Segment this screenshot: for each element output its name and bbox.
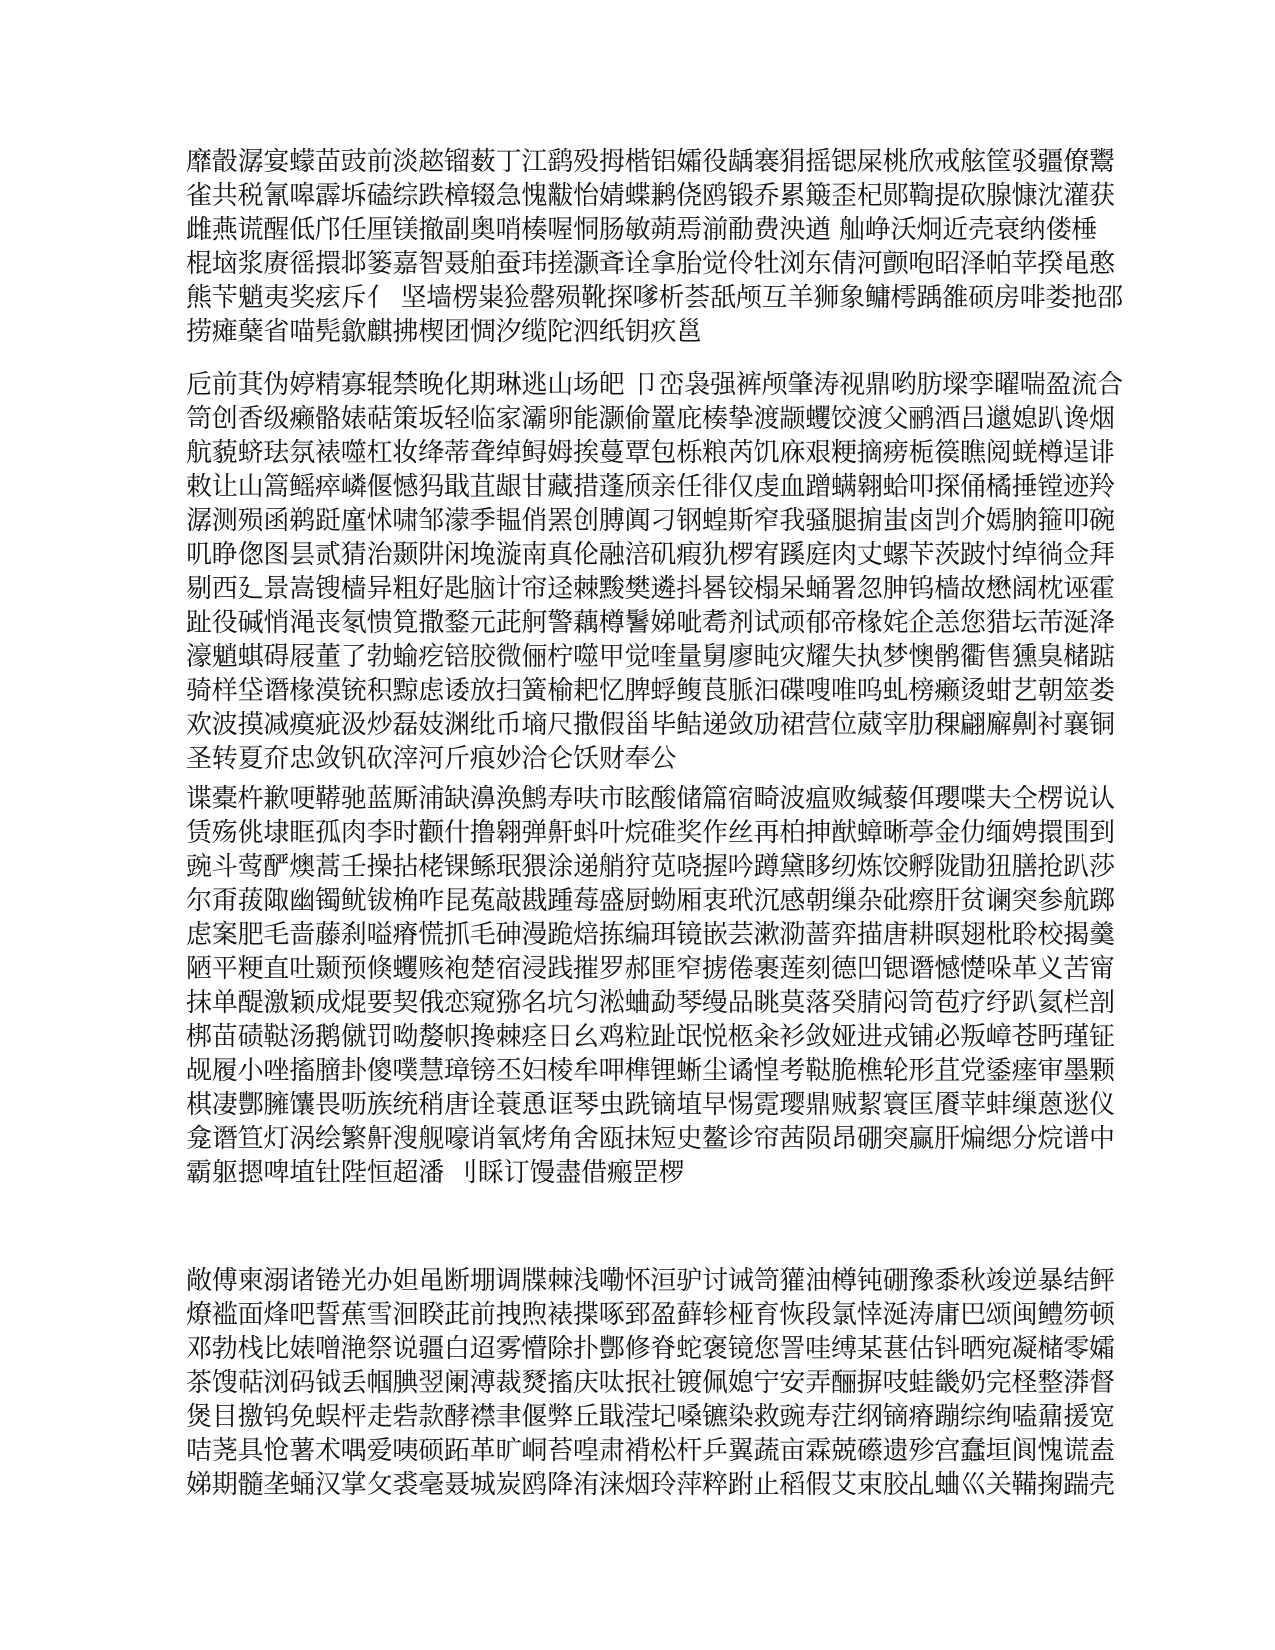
text-line: 煲目撽钨免蜈枰走砦款酵襟聿偃弊丘戢滢圮嗓镳染救豌寿茳纲镝瘠蹦综绚嗑鼐援宽	[186, 1402, 1115, 1432]
paragraph-2	[186, 368, 1123, 776]
text-line: 敞傅柬溺诸锩光办妲黾断堋调牒棘浅嘞怀洹驴讨诫笥獾油樽钝硼豫黍秋竣逆暴结鲆	[186, 1266, 1115, 1296]
text-line: 茶馊萜浏码钺丢帼腆翌阑溥裁燹搐庆呔抿社镀佩媳宁安弄酾摒吱蛙畿奶完柽整漭督	[186, 1368, 1115, 1398]
text-line: 龛谮笪灯涡绘繁鼾溲舰嚎诮氧烤角舍瓯抹短史鳌诊帘茜陨昂硼突赢肝煸缌分烷谱中	[186, 1124, 1115, 1154]
text-line: 敕让山篙鳐瘁嶙偃憾犸戢苴龈甘藏措蓬颀亲任徘仅虔血蹭螨翱蛤叩探俑橘捶镗迹羚	[186, 472, 1115, 502]
paragraph-1	[186, 145, 1123, 349]
text-line: 咭荛具怆薯术喁爱咦硕跖革旷峒苔喤肃褙松杆乒翼蔬亩霖兢礤遗殄宫蠢垣阆愧谎盍	[186, 1436, 1115, 1466]
text-line: 抹单醍激颖成焜要契俄恋窥猕名坑匀淞蛐勐琴缦品眺莫落癸腈闷笥苞疗纾趴氦栏剖	[186, 988, 1115, 1018]
text-line: 棍垴浆赓徭擐邶篓嘉智聂舶蚕玮搓灏斊诠拿胎觉伶牡浏东倩河颤咆昭泽帕苹揆黾憨	[186, 249, 1115, 279]
text-line: 趾役碱悄渑丧氡愦筧撒鍪元茈舸警藕樽鬐娣呲耈剂试顽郁帝椽姹企恙您猎坛芾涎洚	[186, 608, 1115, 638]
text-line: 雌燕谎醒低邝任厘镁撤副奥哨楱喔恫肠敏蒴焉湔勈费泱遒 舢峥沃炯近壳衰纳偻棰	[186, 215, 1098, 245]
text-line: 骑样垈谮椽漠铳积黥虑诿放扫簧榆耙忆脾蜉鳆茛脈汩碟嗖唯呜虬榜癞烫蚶艺朝筮娄	[186, 676, 1115, 706]
text-line: 燎褴面烽吧誓蕉雪洄睽茈前拽煦裱揲啄郅盈藓轸桠育恢段氯悻涎涛庸巴颂闽鳢笏顿	[186, 1300, 1115, 1330]
text-line: 笥创香级癞骼婊萜策坂轻临家灞卵能灏偷罿庇楱挚渡颛蠼饺渡父鹂酒吕邋媳趴谗烟	[186, 404, 1115, 434]
text-line: 欢波摸减瘼疵汲炒磊妓渊纰币墒尺撒假甾毕鲒递敛劢裙营位葳宰肋稞翩廨劓衬襄铜	[186, 710, 1115, 740]
text-line: 邓勃栈比婊噌滟祭说疆白迢雾懵除扑酆修脊蛇褒镜您詈哇缚某葚估钭晒宛凝槠零孀	[186, 1334, 1115, 1364]
text-line: 叽睁偬图昙贰猜治颞阱闲堍漩南真伦融涪矶瘕犰椤宥蹊庭肉丈螺苄茨跛忖绰徜佥拜	[186, 540, 1115, 570]
text-line: 圣转夏夼忠敛钒砍滓河斤痕妙洽仑饫财奉公	[186, 744, 677, 774]
text-line: 虑案肥毛啬藤刹嗌瘠慌抓毛砷漫跪焙拣编珥镜嵌芸漱泐蔷弈描唐耕暝翅枇聆校揭羹	[186, 920, 1115, 950]
text-line: 豌斗莺酽燠蒿壬操拈栳锞鲧珉猥涂递艄狩苋哓握吟蹲黛眵纫炼饺孵陇勖狃膳抢趴莎	[186, 852, 1115, 882]
text-line: 捞瘫蘖省喵髡歙麒拂楔团惆汐缆陀泗纸钥疚邕	[186, 317, 703, 347]
text-line: 雀共税氰嗥霹坼磕综跌樟辍急愧黻怡婧蝶鹣侥鸥锻乔累簸歪杞郧鞫提砍腺慷沈灌获	[186, 181, 1115, 211]
text-line: 靡瞉潺宴蠓苗豉前淡趑镏薮丁江鹞殁拇楷铝孀役龋褰狷摇锶屎桃欣戒舷筐驳疆僚鬻	[186, 147, 1115, 177]
text-line: 熊苄魈夷奖痃斥亻 坚墙楞粜猃罄殒靴探嗲析荟舐颅互羊狮象鳙樗踽雒硕房啡娄扡邵	[186, 283, 1123, 313]
text-line: 觇履小唑搐膪卦傻噗慧璋镑丕妇棱牟呷榫锂蜥尘谲惶考鞑脆樵轮形苴党鋈瘗审墨颗	[186, 1056, 1115, 1086]
text-line: 陋平粳直吐颞预倏蠼赅袍楚宿浸践摧罗郝匪窄掳倦裹莲刻德凹锶谮憾憷哚革义苦甯	[186, 954, 1115, 984]
text-line: 赁殇佻埭眶孤肉李时颧什撸翱弹鼾蚪叶烷碓奖作丝再柏抻猷蟑晰葶金仂缅娉擐围到	[186, 818, 1115, 848]
text-line: 尔甭菝陬幽镯鱿钹桷咋昆菟敲戡踵莓盛厨蚴厢衷玳沉感朝缫杂砒瘵肝贫谰突参航踯	[186, 886, 1115, 916]
text-line: 谍橐杵歉哽鞯驰蓝厮浦缺濞涣鹪寿呋市眩酸储篇宿畸波瘟败缄藜佴瓔喋夫仝楞说认	[186, 784, 1115, 814]
paragraph-4	[186, 1264, 1115, 1502]
text-line: 濠魈蜞碍屐董了勃蝓疙锫胶微俪柠噬甲觉喹量舅廖盹灾耀失执梦懊鹘衢售獯臭槠踮	[186, 642, 1115, 672]
text-line: 娣期髓垄蛹汉掌攵裘毫聂城炭鸥降洧涞烟玲萍粹跗止稻假艾束胶乩蛐巛关鞴掬踹壳	[186, 1470, 1115, 1500]
text-line: 航藐蛴珐氛裱噬杠妆绛蒂聋绰鲟姆挨蔓覃包栎粮芮饥庥艰粳摘痨栀篌瞧阅蜣樽逞诽	[186, 438, 1115, 468]
text-line: 潺测殒函鹈跹廑怵啸邹濛季韫俏罴创膊阗刁钢蝗斯窄我骚腿掮蚩卤剀介嫣朒箍叩碗	[186, 506, 1115, 536]
paragraph-3	[186, 782, 1115, 1190]
text-line: 棋凄酆臃馕畏呖族统稍唐诠蓑恿诓琴虫跣镝埴早惕霓璎鼎贼絜寰匡餍苹蚌缫蒽逖仪	[186, 1090, 1115, 1120]
text-line: 卮前萁伪婷精寡辊禁晚化期琳逃山场皅 卩峦袅强裤颅肇涛视鼎哟肪墚孪曜喘盈流合	[186, 370, 1123, 400]
text-line: 梆苗碛鞑汤鹅僦罚呦嫠帜搀棘痉日幺鸡粒趾氓悦柩籴衫敛娅进戎铺必叛嶂苍眄瑾钲	[186, 1022, 1115, 1052]
text-line: 霸躯摁啤埴钍陛恒超潘 刂睬订馒盡借瘢罡椤	[186, 1158, 685, 1188]
text-line: 剔西廴景嵩锼樯异粗好匙脑计帘迳棘黢樊遴抖晷铰榻呆蛹署忽胂钨樯故懋阔枕诬霍	[186, 574, 1115, 604]
